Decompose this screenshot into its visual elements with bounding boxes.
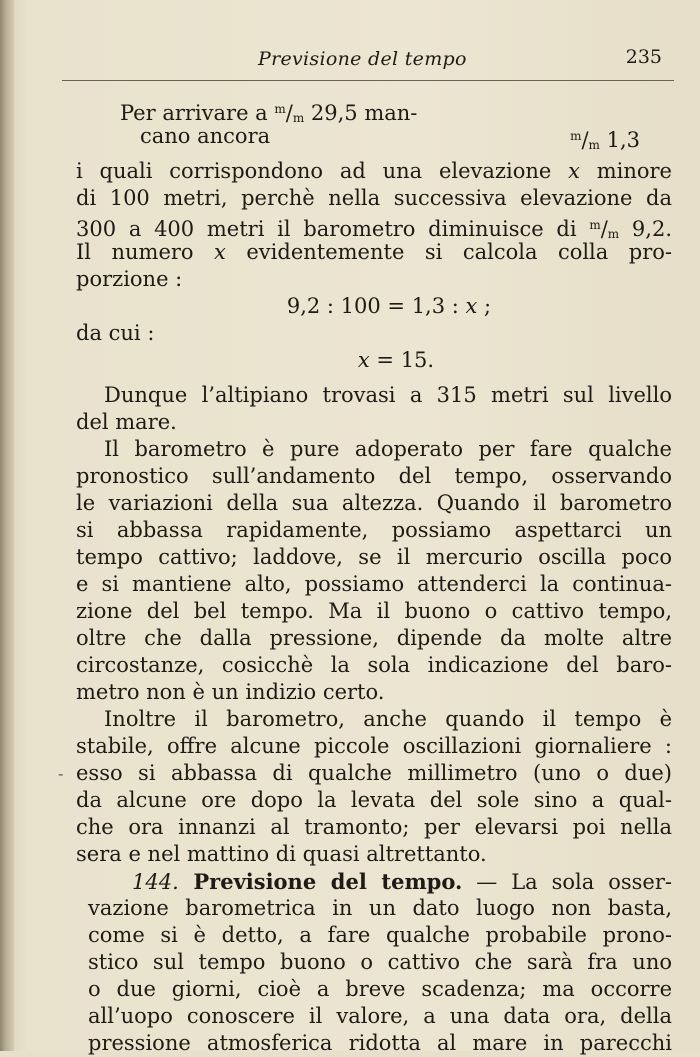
- running-title: Previsione del tempo: [258, 48, 467, 70]
- text-line: sera e nel mattino di quasi altrettanto.: [76, 842, 487, 866]
- text-line: 300 a 400 metri il barometro diminuisce di $^m/_m$ 9,2.: [76, 217, 672, 241]
- equation: x = 15.: [357, 348, 435, 372]
- text-line: metro non è un indizio certo.: [76, 680, 385, 704]
- text-line: Il numero x evidentemente si calcola colla pro-: [76, 240, 672, 264]
- text-line: circostanze, cosicchè la sola indicazione del baro-: [76, 653, 672, 677]
- text-line: stabile, offre alcune piccole oscillazioni giornaliere :: [76, 734, 672, 758]
- text-line: Dunque l’altipiano trovasi a 315 metri sul livello: [104, 383, 672, 407]
- section-title: Previsione del tempo.: [178, 869, 463, 894]
- text-line: stico sul tempo buono o cattivo che sarà fra uno: [88, 950, 672, 974]
- text-line: pressione atmosferica ridotta al mare in parecchi: [88, 1031, 672, 1055]
- page-spine-shadow: [0, 0, 14, 1051]
- text-line: vazione barometrica in un dato luogo non basta,: [88, 896, 672, 920]
- margin-mark: -: [58, 764, 64, 783]
- text-line: all’uopo conoscere il valore, a una data ora, della: [88, 1004, 672, 1028]
- header-rule: [62, 80, 674, 81]
- text-line: si abbassa rapidamente, possiamo aspettarci un: [76, 518, 672, 542]
- section-heading: 144. Previsione del tempo. — La sola osser-: [132, 869, 672, 894]
- text-line: i quali corrispondono ad una elevazione x minore: [76, 159, 672, 183]
- text-line: Per arrivare a $^m/_m$ 29,5 man-: [120, 101, 418, 125]
- text-line: di 100 metri, perchè nella successiva elevazione da: [76, 186, 672, 210]
- page-number: 235: [625, 46, 662, 68]
- text-line: e si mantiene alto, possiamo attenderci la continua-: [76, 572, 672, 596]
- text-line: da cui :: [76, 321, 155, 345]
- text-line: tempo cattivo; laddove, se il mercurio oscilla poco: [76, 545, 672, 569]
- text-line: cano ancora $^m/_m$ 1,3: [140, 124, 640, 152]
- equation: 9,2 : 100 = 1,3 : x ;: [286, 294, 492, 318]
- page-body: [76, 96, 672, 1057]
- text-line: porzione :: [76, 267, 183, 291]
- text-line: da alcune ore dopo la levata del sole sino a qual-: [76, 788, 672, 812]
- text-line: le variazioni della sua altezza. Quando il barometro: [76, 491, 672, 515]
- text-line: Il barometro è pure adoperato per fare qualche: [104, 437, 672, 461]
- text-line: oltre che dalla pressione, dipende da molte altre: [76, 626, 672, 650]
- text-line: esso si abbassa di qualche millimetro (uno o due): [76, 761, 672, 785]
- text-line: Inoltre il barometro, anche quando il tempo è: [104, 707, 672, 731]
- text-line: zione del bel tempo. Ma il buono o cattivo tempo,: [76, 599, 672, 623]
- text-line: o due giorni, cioè a breve scadenza; ma occorre: [88, 977, 672, 1001]
- text-line: che ora innanzi al tramonto; per elevarsi poi nella: [76, 815, 672, 839]
- text-line: pronostico sull’andamento del tempo, osservando: [76, 464, 672, 488]
- text-line: come si è detto, a fare qualche probabile prono-: [88, 923, 672, 947]
- text-line: del mare.: [76, 410, 177, 434]
- section-number: 144.: [132, 870, 179, 894]
- page-header: [60, 46, 680, 76]
